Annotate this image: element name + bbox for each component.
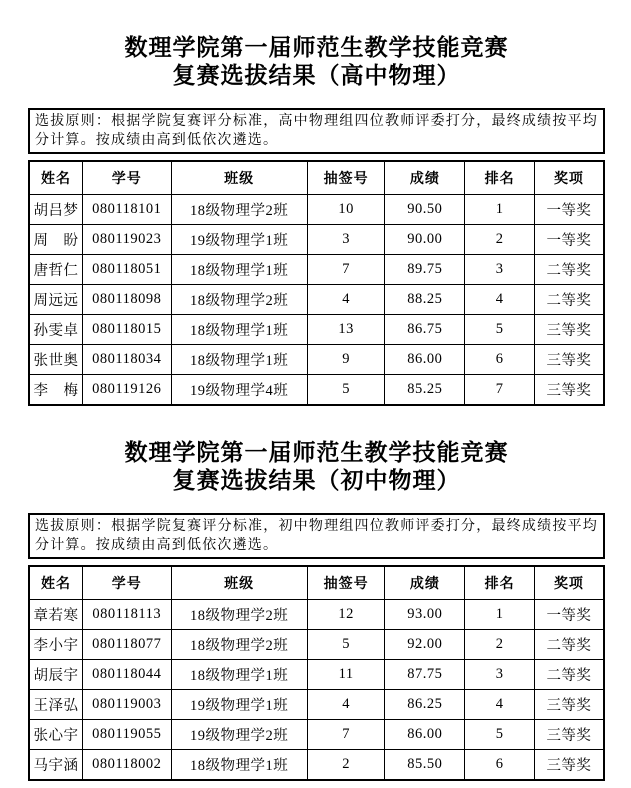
- table-row: [29, 315, 604, 345]
- table-header-row: [29, 566, 604, 600]
- table-cell: 三等奖: [534, 690, 604, 720]
- table-row: [29, 285, 604, 315]
- table-cell: 19级物理学1班: [171, 225, 307, 255]
- column-header: 班级: [171, 566, 307, 600]
- table-cell: 1: [465, 195, 535, 225]
- table-cell: 5: [307, 630, 385, 660]
- table-cell: 一等奖: [534, 225, 604, 255]
- table-cell: 3: [465, 255, 535, 285]
- table-cell: 5: [307, 375, 385, 406]
- table-cell: 胡辰宇: [29, 660, 82, 690]
- title-line-1: 数理学院第一届师范生教学技能竞赛: [124, 35, 509, 60]
- table-row: [29, 660, 604, 690]
- results-table-middle-school: [28, 565, 605, 781]
- column-header: 姓名: [29, 566, 82, 600]
- table-cell: 86.75: [385, 315, 465, 345]
- table-cell: 18级物理学1班: [171, 315, 307, 345]
- column-header: 排名: [465, 161, 535, 195]
- column-header: 奖项: [534, 566, 604, 600]
- table-row: [29, 195, 604, 225]
- table-cell: 89.75: [385, 255, 465, 285]
- table-cell: 12: [307, 600, 385, 630]
- table-cell: 周 盼: [29, 225, 82, 255]
- results-table-high-school: [28, 160, 605, 406]
- table-cell: 章若寒: [29, 600, 82, 630]
- table-cell: 11: [307, 660, 385, 690]
- column-header: 奖项: [534, 161, 604, 195]
- table-cell: 二等奖: [534, 255, 604, 285]
- table-cell: 4: [465, 690, 535, 720]
- table-cell: 三等奖: [534, 720, 604, 750]
- table-header-row: [29, 161, 604, 195]
- table-cell: 5: [465, 315, 535, 345]
- table-cell: 080118015: [82, 315, 171, 345]
- table-cell: 一等奖: [534, 600, 604, 630]
- table-cell: 85.25: [385, 375, 465, 406]
- table-cell: 三等奖: [534, 345, 604, 375]
- column-header: 学号: [82, 566, 171, 600]
- title-line-1: 数理学院第一届师范生教学技能竞赛: [124, 440, 509, 465]
- table-cell: 2: [465, 225, 535, 255]
- table-cell: 080118002: [82, 750, 171, 781]
- table-cell: 二等奖: [534, 285, 604, 315]
- column-header: 班级: [171, 161, 307, 195]
- column-header: 成绩: [385, 161, 465, 195]
- table-cell: 87.75: [385, 660, 465, 690]
- selection-principle-note: 选拔原则：根据学院复赛评分标准，高中物理组四位教师评委打分，最终成绩按平均分计算。按成绩由高到低依次遴选。: [28, 108, 605, 154]
- table-cell: 080118051: [82, 255, 171, 285]
- table-cell: 080118077: [82, 630, 171, 660]
- table-cell: 张心宇: [29, 720, 82, 750]
- table-cell: 胡吕梦: [29, 195, 82, 225]
- table-cell: 7: [307, 255, 385, 285]
- table-cell: 18级物理学1班: [171, 255, 307, 285]
- table-cell: 18级物理学2班: [171, 195, 307, 225]
- table-cell: 18级物理学1班: [171, 660, 307, 690]
- column-header: 抽签号: [307, 161, 385, 195]
- table-cell: 7: [465, 375, 535, 406]
- table-cell: 85.50: [385, 750, 465, 781]
- table-cell: 18级物理学1班: [171, 750, 307, 781]
- table-cell: 18级物理学2班: [171, 630, 307, 660]
- table-cell: 90.50: [385, 195, 465, 225]
- table-cell: 080118098: [82, 285, 171, 315]
- table-row: [29, 255, 604, 285]
- title-line-2: 复赛选拔结果（高中物理）: [172, 63, 461, 88]
- table-cell: 080119003: [82, 690, 171, 720]
- table-cell: 二等奖: [534, 630, 604, 660]
- table-cell: 88.25: [385, 285, 465, 315]
- column-header: 排名: [465, 566, 535, 600]
- section-title: [28, 439, 605, 495]
- table-cell: 2: [465, 630, 535, 660]
- table-cell: 周远远: [29, 285, 82, 315]
- table-cell: 080118101: [82, 195, 171, 225]
- table-cell: 马宇涵: [29, 750, 82, 781]
- table-cell: 19级物理学2班: [171, 720, 307, 750]
- table-cell: 4: [307, 690, 385, 720]
- table-cell: 080118044: [82, 660, 171, 690]
- table-cell: 6: [465, 750, 535, 781]
- table-cell: 2: [307, 750, 385, 781]
- column-header: 成绩: [385, 566, 465, 600]
- table-cell: 4: [465, 285, 535, 315]
- table-cell: 3: [307, 225, 385, 255]
- table-cell: 86.00: [385, 720, 465, 750]
- table-row: [29, 345, 604, 375]
- table-cell: 5: [465, 720, 535, 750]
- section-middle-school-physics: [28, 439, 605, 781]
- table-cell: 6: [465, 345, 535, 375]
- table-cell: 86.00: [385, 345, 465, 375]
- table-cell: 080118034: [82, 345, 171, 375]
- table-cell: 18级物理学2班: [171, 285, 307, 315]
- table-cell: 1: [465, 600, 535, 630]
- table-row: [29, 720, 604, 750]
- table-cell: 9: [307, 345, 385, 375]
- table-row: [29, 690, 604, 720]
- table-cell: 19级物理学1班: [171, 690, 307, 720]
- table-cell: 三等奖: [534, 315, 604, 345]
- table-cell: 080119126: [82, 375, 171, 406]
- section-title: [28, 34, 605, 90]
- table-cell: 13: [307, 315, 385, 345]
- table-row: [29, 750, 604, 781]
- table-cell: 18级物理学2班: [171, 600, 307, 630]
- table-cell: 三等奖: [534, 750, 604, 781]
- table-cell: 92.00: [385, 630, 465, 660]
- table-cell: 080119023: [82, 225, 171, 255]
- table-cell: 二等奖: [534, 660, 604, 690]
- table-cell: 4: [307, 285, 385, 315]
- table-row: [29, 600, 604, 630]
- table-row: [29, 225, 604, 255]
- table-cell: 90.00: [385, 225, 465, 255]
- table-cell: 孙雯卓: [29, 315, 82, 345]
- table-cell: 三等奖: [534, 375, 604, 406]
- column-header: 学号: [82, 161, 171, 195]
- table-cell: 王泽弘: [29, 690, 82, 720]
- table-cell: 93.00: [385, 600, 465, 630]
- table-cell: 18级物理学1班: [171, 345, 307, 375]
- table-cell: 李 梅: [29, 375, 82, 406]
- table-cell: 10: [307, 195, 385, 225]
- column-header: 抽签号: [307, 566, 385, 600]
- table-row: [29, 375, 604, 406]
- table-cell: 3: [465, 660, 535, 690]
- table-cell: 张世奥: [29, 345, 82, 375]
- selection-principle-note: 选拔原则：根据学院复赛评分标准，初中物理组四位教师评委打分，最终成绩按平均分计算。按成绩由高到低依次遴选。: [28, 513, 605, 559]
- section-high-school-physics: [28, 34, 605, 406]
- table-cell: 李小宇: [29, 630, 82, 660]
- table-row: [29, 630, 604, 660]
- column-header: 姓名: [29, 161, 82, 195]
- table-cell: 19级物理学4班: [171, 375, 307, 406]
- title-line-2: 复赛选拔结果（初中物理）: [172, 468, 461, 493]
- table-cell: 一等奖: [534, 195, 604, 225]
- table-cell: 唐哲仁: [29, 255, 82, 285]
- table-cell: 080119055: [82, 720, 171, 750]
- table-cell: 7: [307, 720, 385, 750]
- table-cell: 86.25: [385, 690, 465, 720]
- table-cell: 080118113: [82, 600, 171, 630]
